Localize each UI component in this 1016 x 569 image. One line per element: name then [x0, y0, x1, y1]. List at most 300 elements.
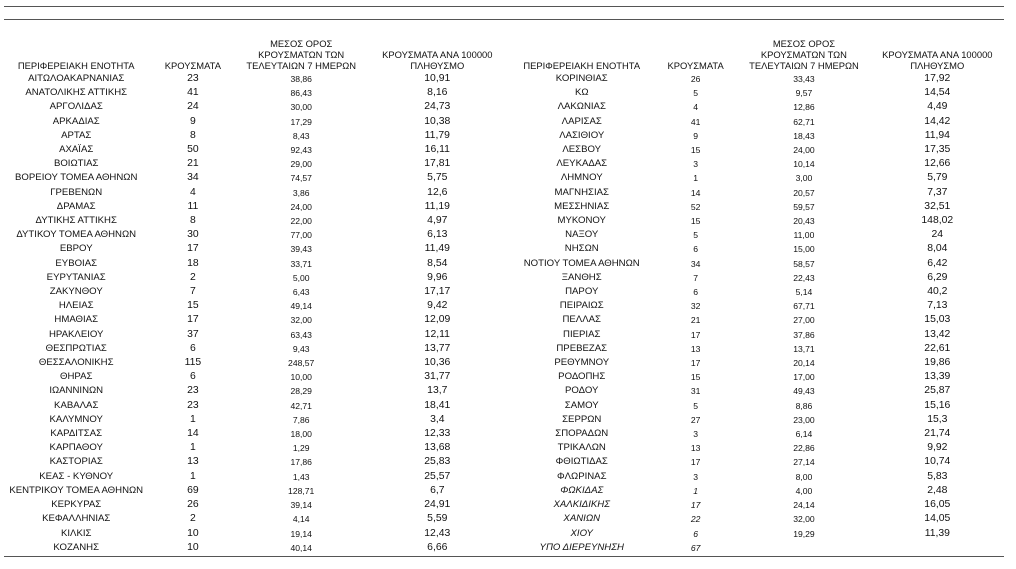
right-avg7-cell: 20,57 [793, 187, 815, 198]
right-region-cell: ΦΩΚΙΔΑΣ [560, 484, 604, 496]
right-cases-cell: 9 [693, 130, 698, 141]
right-avg7-cell: 33,43 [793, 74, 815, 84]
right-region-cell: ΚΟΡΙΝΘΙΑΣ [555, 73, 608, 84]
left-avg7-cell: 4,14 [292, 514, 310, 525]
right-cases-cell: 27 [690, 414, 701, 425]
left-region-cell: ΘΗΡΑΣ [60, 371, 93, 383]
table-row [4, 470, 1004, 484]
right-cases-cell: 17 [690, 500, 701, 511]
table-row [4, 328, 1004, 342]
right-avg7-cell: 8,00 [795, 471, 813, 482]
left-cases-cell: 24 [187, 101, 199, 113]
right-cases-cell: 14 [690, 187, 701, 198]
right-per100k-cell: 12,66 [924, 158, 951, 170]
right-per100k-cell: 4,49 [927, 101, 948, 113]
left-region-cell: ΚΑΛΥΜΝΟΥ [49, 413, 103, 425]
right-per100k-cell: 24 [931, 229, 944, 241]
right-avg7-cell: 11,00 [793, 230, 815, 241]
left-per100k-cell: 18,41 [424, 399, 451, 411]
right-cases-cell: 6 [693, 287, 698, 298]
right-region-cell: ΞΑΝΘΗΣ [561, 271, 602, 283]
right-avg7-cell: 24,00 [793, 145, 815, 156]
table-row [4, 455, 1004, 469]
right-per100k-cell: 16,05 [924, 499, 951, 511]
right-per100k-cell: 17,35 [924, 144, 951, 156]
left-region-cell: ΕΥΒΟΙΑΣ [55, 257, 98, 269]
left-cases-cell: 13 [187, 456, 199, 468]
left-cases-cell: 18 [187, 257, 199, 269]
left-region-cell: ΖΑΚΥΝΘΟΥ [49, 286, 103, 298]
right-per100k-cell: 32,51 [924, 200, 951, 212]
left-per100k-cell: 12,33 [424, 428, 451, 440]
right-avg7-cell: 23,00 [793, 414, 815, 425]
right-avg7-cell: 58,57 [793, 258, 815, 269]
top-rule [4, 6, 1004, 7]
left-cases-cell: 26 [187, 499, 199, 511]
left-region-cell: ΒΟΡΕΙΟΥ ΤΟΜΕΑ ΑΘΗΝΩΝ [15, 172, 138, 184]
right-region-cell: ΝΗΣΩΝ [564, 243, 599, 255]
left-per100k-cell: 12,6 [427, 186, 448, 198]
right-avg7-cell: 8,86 [795, 400, 813, 411]
table-row [4, 384, 1004, 398]
right-region-cell: ΛΕΥΚΑΔΑΣ [556, 158, 608, 170]
right-cases-cell: 22 [690, 514, 701, 525]
left-cases-cell: 21 [187, 158, 199, 170]
right-avg7-cell: 24,14 [793, 500, 815, 511]
left-cases-cell: 30 [187, 229, 199, 241]
right-region-cell: ΚΩ [574, 87, 589, 99]
left-cases-cell: 23 [187, 73, 199, 84]
left-avg7-cell: 74,57 [290, 173, 312, 184]
left-avg7-cell: 39,14 [290, 500, 312, 511]
right-cases-cell: 5 [693, 400, 698, 411]
table-body [4, 72, 1004, 555]
table-row [4, 313, 1004, 327]
right-cases-cell: 31 [690, 386, 701, 397]
left-region-cell: ΑΝΑΤΟΛΙΚΗΣ ΑΤΤΙΚΗΣ [25, 87, 128, 99]
right-region-cell: ΠΡΕΒΕΖΑΣ [556, 342, 608, 354]
left-avg7-cell: 9,43 [292, 343, 310, 354]
left-avg7-cell: 7,86 [292, 414, 310, 425]
right-region-cell: ΣΠΟΡΑΔΩΝ [555, 428, 609, 440]
right-per100k-cell: 9,92 [927, 442, 948, 454]
right-per100k-cell: 7,13 [927, 300, 948, 312]
right-per100k-cell: 40,2 [927, 286, 948, 298]
left-cases-cell: 23 [187, 385, 199, 397]
right-per100k-cell: 19,86 [924, 357, 951, 369]
right-avg7-cell: 12,86 [793, 102, 815, 113]
left-per100k-cell: 11,79 [424, 129, 450, 141]
table-row [4, 413, 1004, 427]
left-cases-cell: 1 [189, 413, 196, 425]
right-cases-cell: 32 [690, 301, 701, 312]
left-cases-cell: 115 [184, 357, 202, 369]
left-region-cell: ΚΙΛΚΙΣ [60, 527, 92, 539]
right-region-cell: ΣΕΡΡΩΝ [562, 413, 602, 425]
table-row [4, 399, 1004, 413]
table-row [4, 285, 1004, 299]
left-per100k-cell: 10,38 [424, 115, 451, 127]
right-per100k-cell [871, 541, 1004, 555]
left-region-cell: ΗΜΑΘΙΑΣ [54, 314, 98, 326]
table-row [4, 200, 1004, 214]
right-cases-cell: 15 [690, 145, 701, 156]
left-region-cell: ΙΩΑΝΝΙΝΩΝ [49, 385, 104, 397]
right-per100k-cell: 148,02 [921, 215, 954, 227]
left-region-cell: ΚΑΡΔΙΤΣΑΣ [50, 428, 103, 440]
left-avg7-cell: 10,00 [290, 372, 312, 383]
left-avg7-cell: 17,29 [290, 116, 312, 127]
right-region-cell: ΧΑΝΙΩΝ [563, 513, 601, 525]
table-row [4, 86, 1004, 100]
left-cases-cell: 2 [189, 513, 196, 525]
right-per100k-cell: 17,92 [924, 73, 951, 84]
right-avg7-cell: 59,57 [793, 201, 815, 212]
right-avg7-cell: 67,71 [793, 301, 815, 312]
left-per100k-cell: 11,49 [424, 243, 450, 255]
left-region-cell: ΚΕΦΑΛΛΗΝΙΑΣ [42, 513, 111, 525]
left-cases-cell: 1 [189, 442, 196, 454]
left-cases-cell: 23 [187, 399, 199, 411]
right-avg7-cell: 9,57 [795, 88, 813, 99]
left-region-cell: ΑΙΤΩΛΟΑΚΑΡΝΑΝΙΑΣ [28, 73, 125, 84]
left-per100k-cell: 5,75 [427, 172, 448, 184]
left-region-cell: ΔΡΑΜΑΣ [56, 200, 96, 212]
left-cases-cell: 6 [189, 342, 196, 354]
left-avg7-cell: 63,43 [290, 329, 312, 340]
right-avg7-cell: 13,71 [793, 343, 815, 354]
right-cases-cell: 5 [693, 88, 698, 99]
left-avg7-cell: 92,43 [290, 145, 312, 156]
right-cases-cell: 15 [690, 372, 701, 383]
right-region-cell: ΡΕΘΥΜΝΟΥ [554, 357, 610, 369]
left-cases-cell: 10 [187, 527, 199, 539]
header-avg7-right: ΜΕΣΟΣ ΟΡΟΣ ΚΡΟΥΣΜΑΤΩΝ ΤΩΝ ΤΕΛΕΥΤΑΙΩΝ 7 ΗΜΕΡΩΝ [749, 38, 859, 71]
table-row [4, 427, 1004, 441]
left-avg7-cell: 18,00 [290, 429, 312, 440]
right-avg7-cell: 27,14 [793, 457, 815, 468]
left-avg7-cell: 248,57 [288, 358, 315, 369]
table-row [4, 271, 1004, 285]
left-avg7-cell: 19,14 [290, 528, 312, 539]
cases-table [4, 20, 1004, 555]
left-avg7-cell: 128,71 [288, 485, 315, 496]
left-avg7-cell: 22,00 [290, 216, 312, 227]
right-cases-cell: 26 [690, 74, 701, 84]
right-region-cell: ΣΑΜΟΥ [564, 399, 599, 411]
table-row [4, 129, 1004, 143]
right-cases-cell: 41 [690, 116, 701, 127]
left-region-cell: ΗΡΑΚΛΕΙΟΥ [49, 328, 104, 340]
left-per100k-cell: 25,83 [424, 456, 451, 468]
table-row [4, 157, 1004, 171]
table-row [4, 342, 1004, 356]
table-row [4, 115, 1004, 129]
left-per100k-cell: 5,59 [427, 513, 448, 525]
left-per100k-cell: 10,91 [424, 73, 451, 84]
right-cases-cell: 52 [690, 201, 701, 212]
left-region-cell: ΓΡΕΒΕΝΩΝ [50, 186, 103, 198]
right-per100k-cell: 2,48 [927, 484, 948, 496]
right-avg7-cell: 19,29 [793, 528, 815, 539]
table-row [4, 484, 1004, 498]
left-cases-cell: 17 [187, 314, 199, 326]
table-row [4, 356, 1004, 370]
left-cases-cell: 15 [187, 300, 199, 312]
right-region-cell: ΦΛΩΡΙΝΑΣ [556, 470, 607, 482]
right-region-cell: ΧΙΟΥ [570, 527, 593, 539]
left-per100k-cell: 9,42 [427, 300, 448, 312]
left-per100k-cell: 24,91 [424, 499, 451, 511]
left-region-cell: ΑΡΚΑΔΙΑΣ [52, 115, 100, 127]
table-row [4, 72, 1004, 86]
right-per100k-cell: 6,42 [927, 257, 948, 269]
left-cases-cell: 34 [187, 172, 199, 184]
left-avg7-cell: 5,00 [292, 272, 310, 283]
table-row [4, 370, 1004, 384]
left-per100k-cell: 3,4 [430, 413, 445, 425]
left-region-cell: ΚΑΒΑΛΑΣ [54, 399, 99, 411]
right-region-cell: ΜΕΣΣΗΝΙΑΣ [554, 200, 610, 212]
right-cases-cell: 15 [690, 216, 701, 227]
right-per100k-cell: 14,42 [924, 115, 951, 127]
covid-regional-cases-table [4, 6, 1004, 557]
header-avg7-left: ΜΕΣΟΣ ΟΡΟΣ ΚΡΟΥΣΜΑΤΩΝ ΤΩΝ ΤΕΛΕΥΤΑΙΩΝ 7 ΗΜΕΡΩΝ [246, 38, 357, 71]
right-per100k-cell: 5,83 [927, 470, 948, 482]
left-avg7-cell: 30,00 [290, 102, 312, 113]
right-avg7-cell: 49,43 [793, 386, 815, 397]
left-region-cell: ΒΟΙΩΤΙΑΣ [53, 158, 99, 170]
table-row [4, 186, 1004, 200]
left-per100k-cell: 25,57 [424, 470, 451, 482]
left-avg7-cell: 1,29 [292, 443, 310, 454]
left-region-cell: ΚΑΡΠΑΘΟΥ [49, 442, 103, 454]
right-avg7-cell: 3,00 [795, 173, 813, 184]
left-per100k-cell: 9,96 [427, 271, 448, 283]
right-avg7-cell: 37,86 [793, 329, 815, 340]
left-per100k-cell: 11,19 [424, 200, 450, 212]
left-per100k-cell: 6,7 [430, 484, 445, 496]
left-avg7-cell: 3,86 [292, 187, 310, 198]
left-avg7-cell: 38,86 [290, 74, 312, 84]
right-region-cell: ΛΗΜΝΟΥ [560, 172, 603, 184]
right-per100k-cell: 25,87 [924, 385, 951, 397]
left-cases-cell: 4 [189, 186, 196, 198]
left-cases-cell: 41 [187, 87, 199, 99]
header-cases-left: ΚΡΟΥΣΜΑΤΑ [164, 60, 221, 71]
left-region-cell: ΔΥΤΙΚΗΣ ΑΤΤΙΚΗΣ [35, 215, 117, 227]
left-per100k-cell: 13,68 [424, 442, 451, 454]
right-region-cell: ΝΑΞΟΥ [565, 229, 599, 241]
left-per100k-cell: 13,77 [424, 342, 451, 354]
right-per100k-cell: 22,61 [924, 342, 951, 354]
right-region-cell: ΠΙΕΡΙΑΣ [563, 328, 601, 340]
left-per100k-cell: 31,77 [424, 371, 451, 383]
right-cases-cell: 21 [690, 315, 701, 326]
table-row [4, 512, 1004, 526]
left-cases-cell: 37 [187, 328, 199, 340]
right-per100k-cell: 14,54 [924, 87, 951, 99]
right-per100k-cell: 15,3 [927, 413, 948, 425]
right-region-cell: ΛΑΣΙΘΙΟΥ [559, 129, 605, 141]
right-cases-cell: 17 [690, 329, 701, 340]
right-per100k-cell: 13,42 [924, 328, 951, 340]
right-avg7-cell [737, 541, 870, 555]
right-per100k-cell: 8,04 [927, 243, 948, 255]
left-region-cell: ΕΒΡΟΥ [59, 243, 93, 255]
left-region-cell: ΚΕΝΤΡΙΚΟΥ ΤΟΜΕΑ ΑΘΗΝΩΝ [9, 484, 144, 496]
right-region-cell: ΦΘΙΩΤΙΔΑΣ [555, 456, 608, 468]
right-cases-cell: 6 [693, 528, 698, 539]
left-cases-cell: 8 [189, 215, 196, 227]
left-cases-cell: 9 [189, 115, 196, 127]
bottom-rule [4, 556, 1004, 557]
right-avg7-cell: 22,86 [793, 443, 815, 454]
left-avg7-cell: 1,43 [292, 471, 310, 482]
right-cases-cell: 7 [693, 272, 698, 283]
right-per100k-cell: 21,74 [924, 428, 951, 440]
right-cases-cell: 4 [693, 102, 698, 113]
left-per100k-cell: 8,16 [427, 87, 448, 99]
left-avg7-cell: 28,29 [290, 386, 312, 397]
left-per100k-cell: 6,13 [427, 229, 448, 241]
right-cases-cell: 5 [693, 230, 698, 241]
right-region-cell: ΤΡΙΚΑΛΩΝ [557, 442, 606, 454]
right-avg7-cell: 22,43 [793, 272, 815, 283]
right-per100k-cell: 7,37 [927, 186, 948, 198]
left-region-cell: ΑΡΤΑΣ [61, 129, 92, 141]
left-per100k-cell: 6,66 [427, 541, 448, 553]
right-per100k-cell: 11,39 [924, 527, 950, 539]
right-avg7-cell: 62,71 [793, 116, 815, 127]
right-avg7-cell: 32,00 [793, 514, 815, 525]
left-region-cell: ΘΕΣΣΑΛΟΝΙΚΗΣ [38, 357, 114, 369]
left-avg7-cell: 17,86 [290, 457, 312, 468]
right-region-cell: ΛΑΚΩΝΙΑΣ [557, 101, 606, 113]
left-region-cell: ΕΥΡΥΤΑΝΙΑΣ [46, 271, 106, 283]
left-region-cell: ΚΕΡΚΥΡΑΣ [51, 499, 102, 511]
right-region-cell: ΡΟΔΟΥ [565, 385, 599, 397]
left-per100k-cell: 10,36 [424, 357, 451, 369]
left-avg7-cell: 40,14 [290, 542, 312, 553]
table-row [4, 242, 1004, 256]
table-row [4, 214, 1004, 228]
right-avg7-cell: 10,14 [793, 159, 815, 170]
table-row [4, 228, 1004, 242]
right-avg7-cell: 18,43 [793, 130, 815, 141]
right-cases-cell: 3 [693, 429, 698, 440]
left-region-cell: ΚΟΖΑΝΗΣ [53, 541, 100, 553]
table-row [4, 498, 1004, 512]
right-per100k-cell: 15,16 [924, 399, 951, 411]
right-avg7-cell: 5,14 [795, 287, 813, 298]
left-avg7-cell: 8,43 [292, 130, 310, 141]
left-avg7-cell: 42,71 [290, 400, 312, 411]
left-per100k-cell: 8,54 [427, 257, 448, 269]
left-avg7-cell: 32,00 [290, 315, 312, 326]
right-per100k-cell: 15,03 [924, 314, 951, 326]
left-per100k-cell: 13,7 [427, 385, 448, 397]
left-region-cell: ΑΡΓΟΛΙΔΑΣ [49, 101, 103, 113]
right-avg7-cell: 27,00 [793, 315, 815, 326]
left-avg7-cell: 39,43 [290, 244, 312, 255]
right-cases-cell: 1 [693, 485, 698, 496]
right-cases-cell: 13 [690, 343, 701, 354]
right-region-cell: ΠΕΙΡΑΙΩΣ [559, 300, 604, 312]
table-row [4, 541, 1004, 555]
left-region-cell: ΘΕΣΠΡΩΤΙΑΣ [45, 342, 107, 354]
left-region-cell: ΑΧΑΪΑΣ [59, 144, 94, 156]
left-region-cell: ΚΕΑΣ - ΚΥΘΝΟΥ [39, 470, 114, 482]
right-region-cell: ΛΑΡΙΣΑΣ [561, 115, 602, 127]
right-region-cell: ΝΟΤΙΟΥ ΤΟΜΕΑ ΑΘΗΝΩΝ [523, 257, 640, 269]
right-cases-cell: 6 [693, 244, 698, 255]
header-region-right: ΠΕΡΙΦΕΡΕΙΑΚΗ ΕΝΟΤΗΤΑ [523, 60, 641, 71]
table-row [4, 299, 1004, 313]
right-region-cell: ΠΑΡΟΥ [565, 286, 599, 298]
right-per100k-cell: 13,39 [924, 371, 951, 383]
header-per100k-right: ΚΡΟΥΣΜΑΤΑ ΑΝΑ 100000 ΠΛΗΘΥΣΜΟ [882, 49, 993, 71]
table-row [4, 143, 1004, 157]
left-per100k-cell: 12,43 [424, 527, 451, 539]
right-avg7-cell: 20,43 [793, 216, 815, 227]
left-cases-cell: 10 [187, 541, 199, 553]
left-region-cell: ΗΛΕΙΑΣ [58, 300, 94, 312]
right-avg7-cell: 4,00 [795, 485, 813, 496]
right-per100k-cell: 14,05 [924, 513, 951, 525]
left-per100k-cell: 16,11 [424, 144, 450, 156]
left-region-cell: ΔΥΤΙΚΟΥ ΤΟΜΕΑ ΑΘΗΝΩΝ [16, 229, 137, 241]
left-avg7-cell: 29,00 [290, 159, 312, 170]
right-cases-cell: 1 [693, 173, 698, 184]
table-row [4, 527, 1004, 541]
table-row [4, 171, 1004, 185]
right-region-cell: ΧΑΛΚΙΔΙΚΗΣ [553, 499, 610, 511]
left-cases-cell: 8 [189, 129, 196, 141]
right-cases-cell: 34 [690, 258, 701, 269]
right-region-cell: ΜΑΓΝΗΣΙΑΣ [554, 186, 609, 198]
right-cases-cell: 67 [690, 542, 701, 553]
left-per100k-cell: 12,09 [424, 314, 451, 326]
right-per100k-cell: 6,29 [927, 271, 948, 283]
right-cases-cell: 17 [690, 358, 701, 369]
left-avg7-cell: 77,00 [290, 230, 312, 241]
right-avg7-cell: 6,14 [795, 429, 813, 440]
left-per100k-cell: 4,97 [427, 215, 448, 227]
header-region-left: ΠΕΡΙΦΕΡΕΙΑΚΗ ΕΝΟΤΗΤΑ [17, 60, 135, 71]
table-row [4, 257, 1004, 271]
right-avg7-cell: 17,00 [793, 372, 815, 383]
right-region-cell: ΠΕΛΛΑΣ [562, 314, 601, 326]
right-avg7-cell: 15,00 [793, 244, 815, 255]
table-row [4, 441, 1004, 455]
left-avg7-cell: 6,43 [292, 287, 310, 298]
left-cases-cell: 17 [187, 243, 199, 255]
right-per100k-cell: 11,94 [924, 129, 950, 141]
left-avg7-cell: 33,71 [290, 258, 312, 269]
right-cases-cell: 17 [690, 457, 701, 468]
left-avg7-cell: 49,14 [290, 301, 312, 312]
table-row [4, 100, 1004, 114]
right-cases-cell: 3 [693, 471, 698, 482]
left-avg7-cell: 24,00 [290, 201, 312, 212]
left-cases-cell: 2 [189, 271, 196, 283]
left-region-cell: ΚΑΣΤΟΡΙΑΣ [49, 456, 103, 468]
header-cases-right: ΚΡΟΥΣΜΑΤΑ [667, 60, 724, 71]
right-avg7-cell: 20,14 [793, 358, 815, 369]
left-cases-cell: 50 [187, 144, 199, 156]
left-per100k-cell: 12,11 [424, 328, 450, 340]
